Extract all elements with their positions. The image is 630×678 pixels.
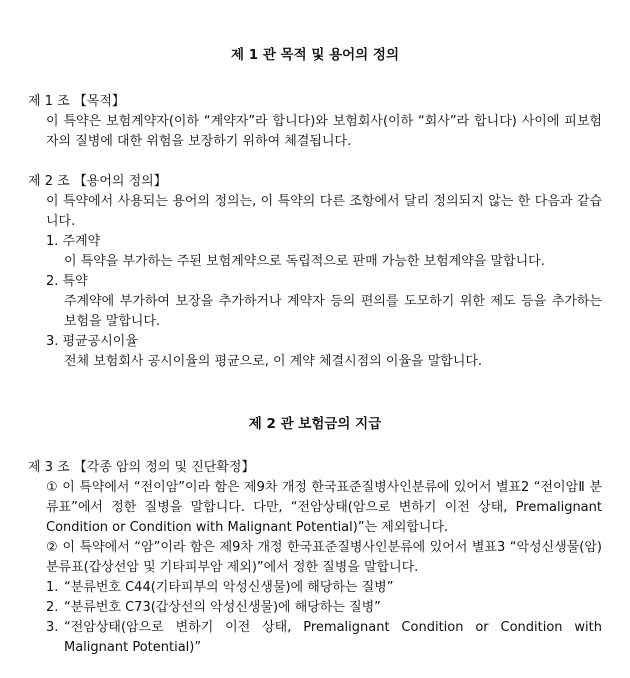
definition-3-body: 전체 보험회사 공시이율의 평균으로, 이 계약 체결시점의 이율을 말합니다. (64, 354, 483, 369)
chapter-2-title: 제 2 관 보험금의 지급 (248, 416, 382, 432)
definition-3-label: 3. 평균공시이율 (46, 334, 138, 349)
exclusion-2-number: 2. (46, 600, 59, 615)
article-2-intro: 이 특약에서 사용되는 용어의 정의는, 이 특약의 다른 조항에서 달리 정의되지 않는 한 다음과 같습니다. (46, 194, 602, 229)
definition-1-body: 이 특약을 부가하는 주된 보험계약으로 독립적으로 판매 가능한 보험계약을 말합니다. (64, 254, 545, 269)
exclusion-1-text: “분류번호 C44(기타피부의 악성신생물)에 해당하는 질병” (64, 580, 394, 595)
article-1-heading: 제 1 조 【목적】 (28, 94, 125, 109)
article-3-paragraph-2: ② 이 특약에서 “암”이라 함은 제9차 개정 한국표준질병사인분류에 있어서 별표3 “악성신생물(암) 분류표(갑상선암 및 기타피부암 제외)”에서 정한 질병을 말합니다. (46, 540, 602, 575)
article-3-paragraph-1: ① 이 특약에서 “전이암”이라 함은 제9차 개정 한국표준질병사인분류에 있어서 별표2 “전이암Ⅱ 분류표”에서 정한 질병을 말합니다. 다만, “전암상태(암으로 변하기 이전 상태, Premalignant Condition or Condition with Malignant Potential)”는 제외합니다. (46, 480, 602, 535)
exclusion-3-text: “전암상태(암으로 변하기 이전 상태, Premalignant Condition or Condition with Malignant Potential)” (64, 620, 602, 655)
article-3-heading: 제 3 조 【각종 암의 정의 및 진단확정】 (28, 460, 255, 475)
exclusion-2-text: “분류번호 C73(갑상선의 악성신생물)에 해당하는 질병” (64, 600, 381, 615)
definition-1-label: 1. 주계약 (46, 234, 101, 249)
article-1-text: 이 특약은 보험계약자(이하 “계약자”라 합니다)와 보험회사(이하 “회사”라 합니다) 사이에 피보험자의 질병에 대한 위험을 보장하기 위하여 체결됩니다. (46, 114, 602, 149)
article-2-heading: 제 2 조 【용어의 정의】 (28, 174, 167, 189)
definition-2-body: 주계약에 부가하여 보장을 추가하거나 계약자 등의 편의를 도모하기 위한 제도 등을 추가하는 보험을 말합니다. (64, 294, 602, 329)
exclusion-1-number: 1. (46, 580, 59, 595)
exclusion-3-number: 3. (46, 620, 59, 635)
chapter-1-title: 제 1 관 목적 및 용어의 정의 (230, 47, 399, 63)
definition-2-label: 2. 특약 (46, 274, 88, 289)
